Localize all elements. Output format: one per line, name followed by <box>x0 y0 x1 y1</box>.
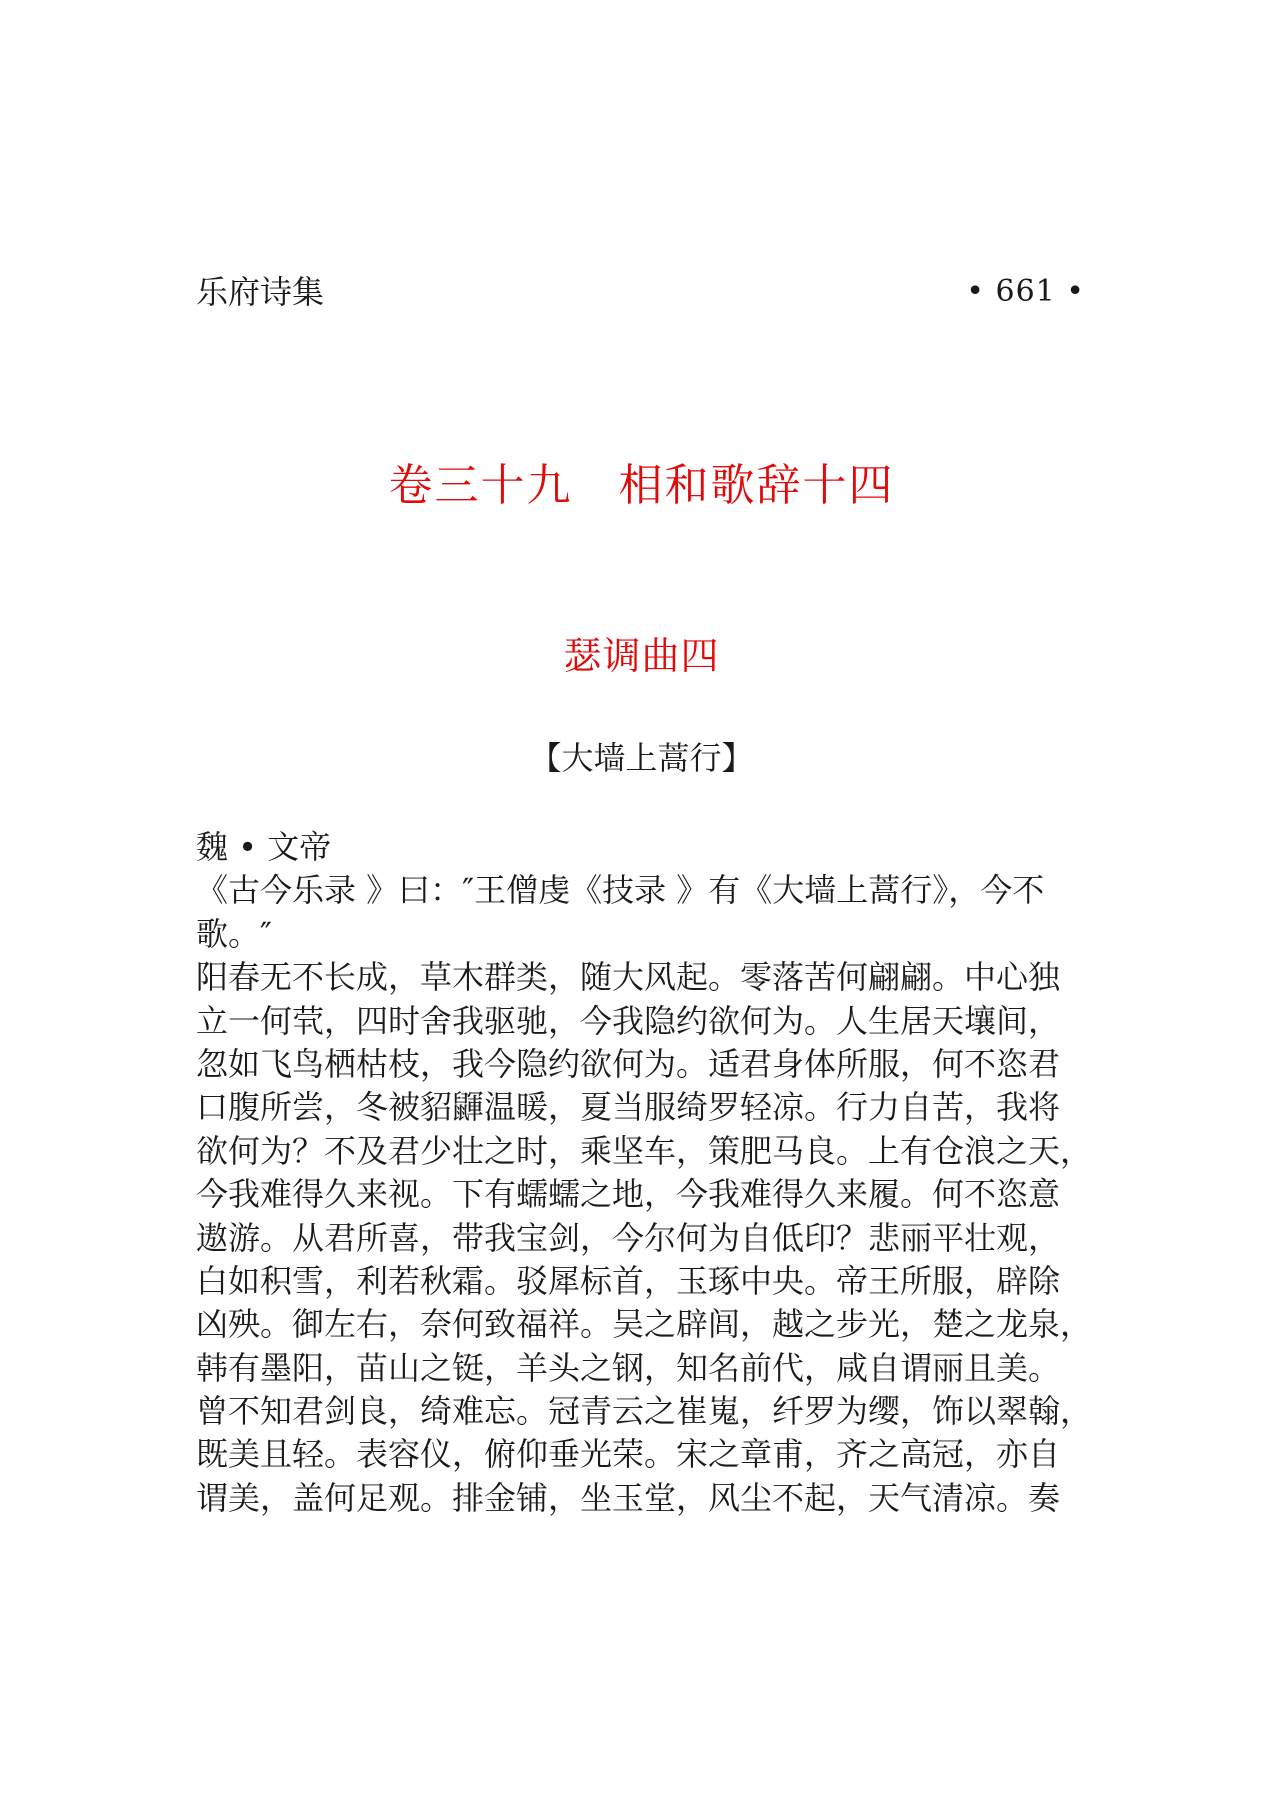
poem-line: 欲何为？不及君少壮之时，乘坚车，策肥马良。上有仓浪之天， <box>196 1131 1093 1170</box>
note-line: 歌。″ <box>196 914 272 953</box>
book-title: 乐府诗集 <box>196 273 325 311</box>
poem-title: 【大墙上蒿行】 <box>529 739 754 777</box>
volume-title: 卷三十九 相和歌辞十四 <box>388 460 895 511</box>
poem-line: 谓美，盖何足观。排金铺，坐玉堂，风尘不起，天气清凉。奏 <box>196 1478 1061 1517</box>
poem-line: 立一何茕，四时舍我驱驰，今我隐约欲何为。人生居天壤间， <box>196 1001 1061 1040</box>
running-header <box>196 270 1085 314</box>
poem-line: 口腹所尝，冬被貂鼲温暖，夏当服绮罗轻凉。行力自苦，我将 <box>196 1088 1061 1127</box>
poem-line: 今我难得久来视。下有蠕蠕之地，今我难得久来履。何不恣意 <box>196 1175 1061 1214</box>
poem-line: 韩有墨阳，苗山之铤，羊头之钢，知名前代，咸自谓丽且美。 <box>196 1348 1061 1387</box>
poem-line: 既美且轻。表容仪，俯仰垂光荣。宋之章甫，齐之高冠，亦自 <box>196 1435 1061 1474</box>
section-title: 瑟调曲四 <box>563 634 720 678</box>
author-line: 魏 • 文帝 <box>196 828 332 866</box>
poem-line: 曾不知君剑良，绮难忘。冠青云之崔嵬，纤罗为缨，饰以翠翰， <box>196 1392 1093 1431</box>
body-text <box>196 826 1096 1520</box>
poem-line: 阳春无不长成，草木群类，随大风起。零落苦何翩翩。中心独 <box>196 958 1061 997</box>
page-number: • 661 • <box>966 274 1085 309</box>
note-line: 《古今乐录 》曰：″王僧虔《技录 》有《大墙上蒿行》，今不 <box>196 871 1045 910</box>
poem-line: 忽如飞鸟栖枯枝，我今隐约欲何为。适君身体所服，何不恣君 <box>196 1044 1061 1083</box>
poem-line: 遨游。从君所喜，带我宝剑，今尔何为自低印？悲丽平壮观， <box>196 1218 1061 1257</box>
poem-line: 白如积雪，利若秋霜。驳犀标首，玉琢中央。帝王所服，辟除 <box>196 1261 1061 1300</box>
poem-line: 凶殃。御左右，奈何致福祥。吴之辟闾，越之步光，楚之龙泉， <box>196 1305 1093 1344</box>
